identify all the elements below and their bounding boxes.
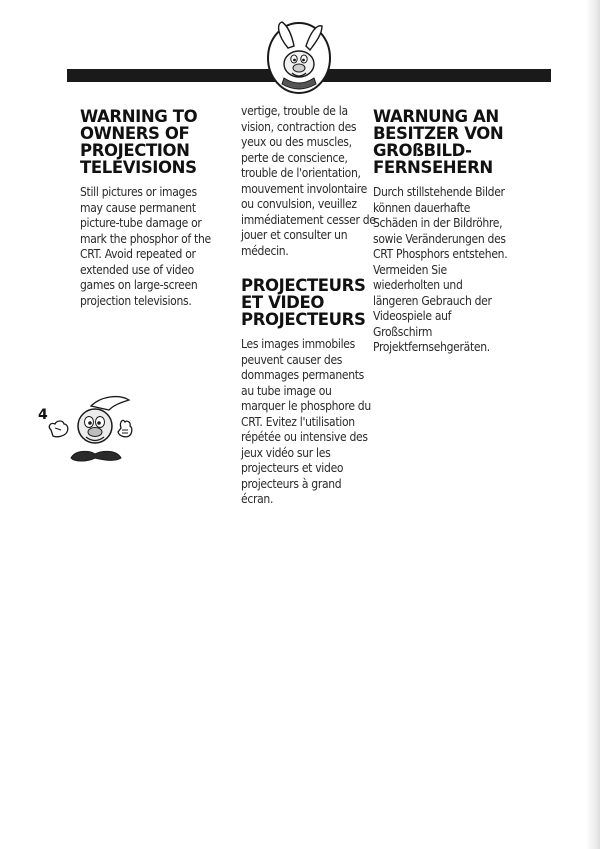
page-number: 4 <box>38 407 48 423</box>
english-heading: WARNING TO OWNERS OF PROJECTION TELEVISIONS <box>80 107 198 177</box>
french-heading: PROJECTEURS ET VIDEO PROJECTEURS <box>241 276 366 329</box>
english-body: Still pictures or images may cause permanent picture-tube damage or mark the phosphor of the CRT. Avoid repeated or extended use of video games on large-screen projection televisions. <box>80 185 211 308</box>
german-column <box>373 108 543 356</box>
mascot-head-icon <box>266 18 332 94</box>
page-edge-shadow <box>586 0 600 849</box>
french-body: Les images immobiles peuvent causer des dommages permanents au tube image ou marquer le phosphore du CRT. Evitez l'utilisation répétée ou intensive des jeux vidéo sur les projecteurs et video projecteurs à grand écran. <box>241 337 371 506</box>
german-body: Durch stillstehende Bilder können dauerhafte Schäden in der Bildröhre, sowie Veränderungen des CRT Phosphors entstehen. Vermeiden Sie wiederholten und längeren Gebrauch der Videospiele auf Großschirm Projektfernsehgeräten. <box>373 185 508 354</box>
german-heading: WARNUNG AN BESITZER VON GROßBILD- FERNSEHERN <box>373 107 504 177</box>
french-column <box>241 104 386 508</box>
english-column <box>80 108 230 309</box>
french-continued-text: vertige, trouble de la vision, contraction des yeux ou des muscles, perte de conscience, trouble de l'orientation, mouvement involontaire ou convulsion, veuillez immédiatement cesser de jouer et consulter un médecin. <box>241 104 376 258</box>
mascot-waving-icon <box>45 392 140 467</box>
